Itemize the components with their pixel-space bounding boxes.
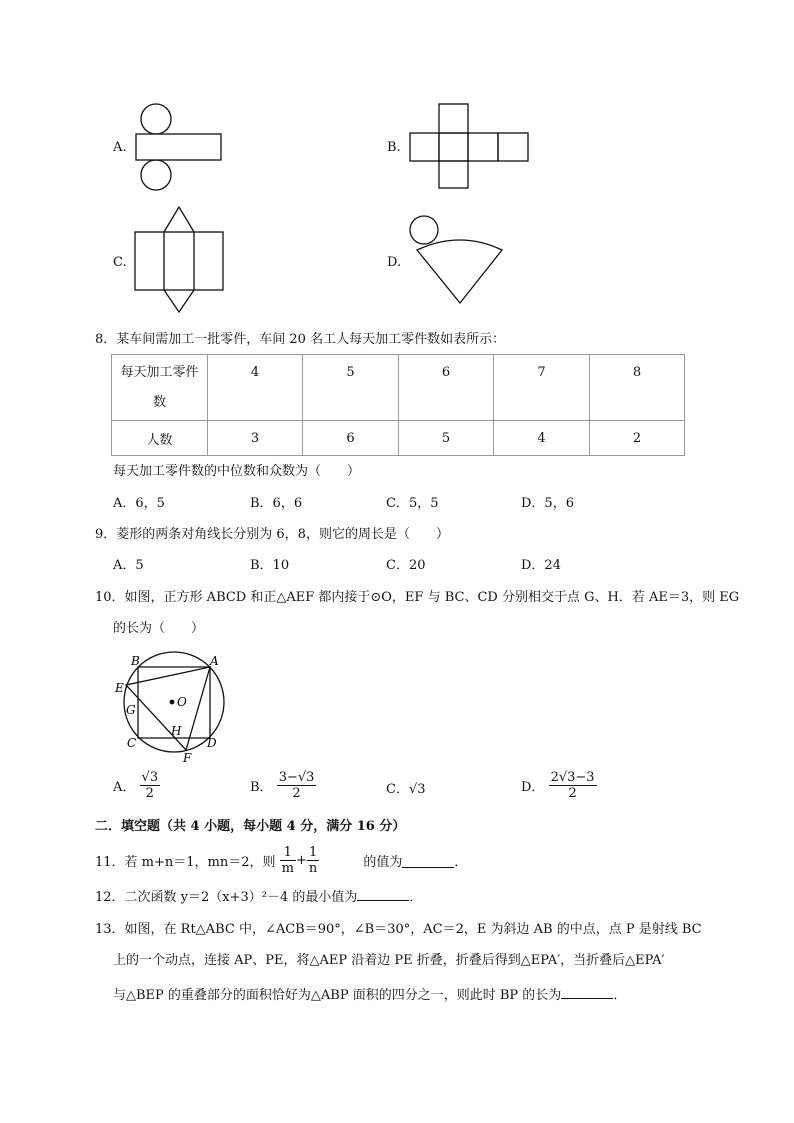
q9-option-a[interactable]: A．5	[113, 558, 144, 573]
fraction	[140, 770, 161, 801]
header-line-1: 每天加工零件	[120, 364, 199, 380]
table-cell: 5	[303, 355, 399, 421]
figure-label-h: H	[171, 724, 182, 738]
table-cell: 3	[208, 421, 303, 456]
option-value: √3	[408, 782, 426, 797]
table-cell: 6	[399, 355, 494, 421]
table-cell: 8	[590, 355, 685, 421]
q9-option-b[interactable]: B．10	[250, 558, 290, 573]
option-prefix: D．	[521, 780, 545, 795]
header-line-2: 数	[152, 394, 166, 410]
fraction-denominator: 2	[145, 786, 154, 801]
fraction	[549, 770, 597, 801]
fraction-denominator: m	[281, 861, 294, 876]
figure-label-o: O	[177, 695, 187, 709]
q9-option-d[interactable]: D．24	[521, 558, 561, 573]
fraction-numerator: 3−√3	[278, 770, 315, 785]
q10-option-a[interactable]	[113, 770, 160, 801]
fraction-numerator: 1	[280, 845, 296, 861]
fraction-denominator: 2	[568, 786, 577, 801]
option-prefix: A．	[113, 780, 136, 795]
q13-end: ．	[613, 988, 627, 1003]
q8-option-b[interactable]: B．6，6	[250, 496, 303, 511]
answer-blank[interactable]	[357, 886, 409, 901]
q8-question: 每天加工零件数的中位数和众数为（ ）	[113, 464, 361, 479]
fraction-numerator: √3	[141, 770, 159, 785]
answer-blank[interactable]	[561, 984, 613, 999]
q10-stem-line2: 的长为（ ）	[113, 621, 205, 636]
q10-option-b[interactable]	[250, 770, 316, 801]
section-heading: 二．填空题（共 4 小题，每小题 4 分，满分 16 分）	[95, 819, 406, 834]
q11	[95, 845, 467, 876]
figure-label-a: A	[210, 654, 219, 668]
q8-option-a[interactable]: A．6，5	[113, 496, 165, 511]
q10-stem-line1: 10．如图，正方形 ABCD 和正△AEF 都内接于⊙O，EF 与 BC、CD 分别相交于点 G、H．若 AE＝3，则 EG	[95, 590, 740, 605]
table-cell: 2	[590, 421, 685, 456]
fraction-denominator: 2	[292, 786, 301, 801]
q11-suffix: 的值为	[363, 855, 403, 870]
table-cell: 4	[494, 421, 590, 456]
q8-option-d[interactable]: D．5，6	[521, 496, 574, 511]
figure-label-g: G	[126, 703, 136, 717]
q12-end: ．	[409, 890, 423, 905]
plus-sign: +	[295, 853, 307, 868]
figure-label-d: D	[207, 736, 217, 750]
figure-label-f: F	[183, 751, 192, 765]
q13-line3-text: 与△BEP 的重叠部分的面积恰好为△ABP 面积的四分之一，则此时 BP 的长为	[113, 988, 562, 1003]
answer-blank[interactable]	[402, 853, 454, 868]
fraction	[277, 770, 317, 801]
q11-prefix: 11．若 m+n＝1，mn＝2，则	[95, 855, 276, 870]
q7-label-c: C.	[113, 255, 127, 270]
q10-option-d[interactable]	[521, 770, 597, 801]
figure-label-b: B	[131, 654, 140, 668]
q12-text: 12．二次函数 y＝2（x+3）²－4 的最小值为	[95, 890, 358, 905]
fraction-numerator: 1	[307, 845, 319, 861]
table-cell: 5	[399, 421, 494, 456]
table-cell: 6	[303, 421, 399, 456]
figure-label-e: E	[115, 681, 124, 695]
q12	[95, 886, 422, 907]
option-prefix: C．	[386, 782, 409, 797]
option-prefix: B．	[250, 780, 273, 795]
q13-line1: 13．如图，在 Rt△ABC 中，∠ACB＝90°，∠B＝30°，AC＝2，E 为斜边 AB 的中点，点 P 是射线 BC	[95, 922, 702, 937]
q9-option-c[interactable]: C．20	[386, 558, 426, 573]
q9-stem: 9．菱形的两条对角线长分别为 6，8，则它的周长是（ ）	[95, 527, 449, 542]
q13-line3	[113, 984, 626, 1005]
q8-option-c[interactable]: C．5，5	[386, 496, 439, 511]
q13-line2: 上的一个动点，连接 AP、PE，将△AEP 沿着边 PE 折叠，折叠后得到△EPA′，当折叠后△EPA′	[113, 953, 665, 968]
table-cell: 7	[494, 355, 590, 421]
table-header-cell: 人数	[112, 421, 208, 456]
fraction	[307, 845, 319, 876]
q11-end: ．	[454, 855, 468, 870]
q7-label-a: A.	[113, 140, 127, 155]
q10-option-c[interactable]	[386, 778, 426, 797]
fraction-numerator: 2√3−3	[550, 770, 595, 785]
fraction-denominator: n	[308, 861, 318, 876]
q7-label-d: D.	[387, 255, 402, 270]
q7-label-b: B.	[387, 140, 401, 155]
q8-stem: 8．某车间需加工一批零件，车间 20 名工人每天加工零件数如表所示：	[95, 332, 506, 347]
table-cell: 4	[208, 355, 303, 421]
fraction	[280, 845, 296, 876]
figure-label-c: C	[127, 736, 137, 750]
